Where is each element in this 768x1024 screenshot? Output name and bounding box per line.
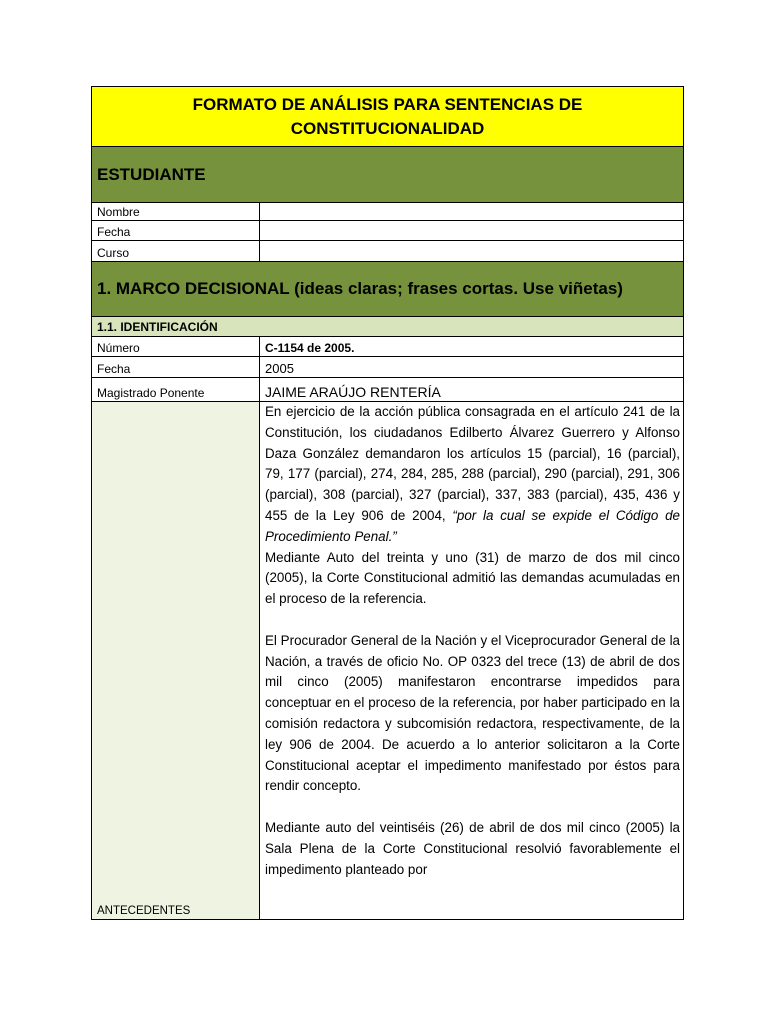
ident-row-fecha	[92, 357, 683, 378]
field-label: Número	[92, 337, 260, 356]
curso-field[interactable]	[260, 241, 683, 261]
student-row-nombre	[92, 203, 683, 221]
ident-row-magistrado	[92, 378, 683, 402]
antecedentes-paragraph: Mediante auto del veintiséis (26) de abril de dos mil cinco (2005) la Sala Plena de la Corte Constitucional resolvió favorablemente el impedimento planteado por	[265, 819, 680, 877]
numero-value: C-1154 de 2005.	[265, 341, 355, 355]
antecedentes-text	[260, 402, 683, 919]
identification-heading: 1.1. IDENTIFICACIÓN	[92, 317, 683, 337]
nombre-field[interactable]	[260, 203, 683, 220]
student-row-fecha	[92, 221, 683, 241]
student-section-heading: ESTUDIANTE	[92, 147, 683, 203]
antecedentes-paragraph	[265, 402, 680, 548]
magistrado-value: JAIME ARAÚJO RENTERÍA	[265, 384, 441, 400]
field-label: Curso	[92, 241, 260, 261]
antecedentes-paragraph: El Procurador General de la Nación y el Viceprocurador General de la Nación, a través de oficio No. OP 0323 del trece (13) de abril de dos mil cinco (2005) manifestaron encontrarse impedidos para conceptuar en el proceso de la referencia, por haber participado en la comisión redactora y subcomisión redactora, respectivamente, de la ley 906 de 2004. De acuerdo a lo anterior solicitaron a la Corte Constitucional aceptar el impedimento manifestado por éstos para rendir concepto.	[265, 632, 680, 794]
paragraph-text: En ejercicio de la acción pública consagrada en el artículo 241 de la Constitución, los ciudadanos Edilberto Álvarez Guerrero y Alfonso Daza González demandaron los artículos 15 (parcial), 16 (parcial), 79, 177 (parcial), 274, 284, 285, 288 (parcial), 290 (parcial), 291, 306 (parcial), 308 (parcial), 327 (parcial), 337, 383 (parcial), 435, 436 y 455 de la Ley 906 de 2004,	[265, 404, 680, 523]
form-title: FORMATO DE ANÁLISIS PARA SENTENCIAS DE CONSTITUCIONALIDAD	[92, 87, 683, 147]
field-label: Nombre	[92, 203, 260, 220]
ident-row-numero	[92, 337, 683, 357]
fecha-value: 2005	[265, 361, 294, 376]
student-row-curso	[92, 241, 683, 262]
field-label: Magistrado Ponente	[92, 378, 260, 401]
section1-heading: 1. MARCO DECISIONAL (ideas claras; frases cortas. Use viñetas)	[92, 262, 683, 317]
antecedentes-row	[92, 402, 683, 919]
analysis-form-table	[91, 86, 684, 920]
field-label: Fecha	[92, 357, 260, 377]
antecedentes-paragraph: Mediante Auto del treinta y uno (31) de marzo de dos mil cinco (2005), la Corte Constitucional admitió las demandas acumuladas en el proceso de la referencia.	[265, 549, 680, 607]
antecedentes-label: ANTECEDENTES	[92, 402, 260, 919]
field-label: Fecha	[92, 221, 260, 240]
fecha-field[interactable]	[260, 221, 683, 240]
law-title-quote: “por la cual se expide el Código de Procedimiento Penal.”	[265, 507, 680, 544]
